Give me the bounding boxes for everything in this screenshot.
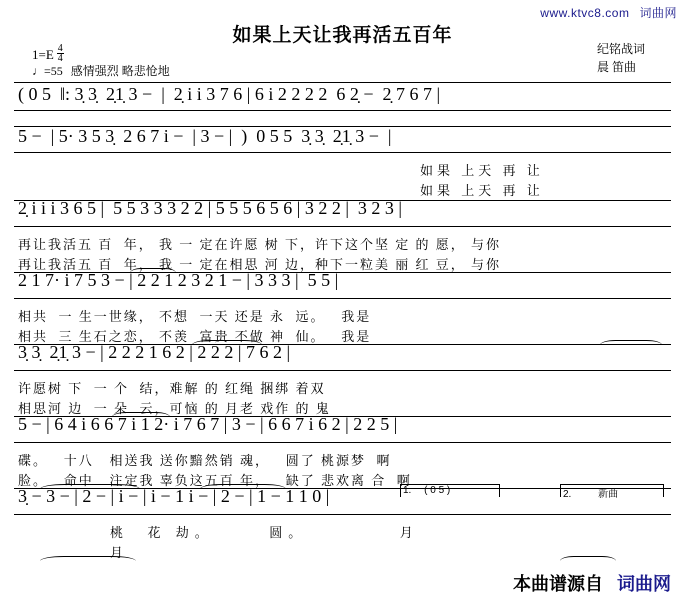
time-signature-top: 4 [57, 43, 63, 54]
lyricist-credit: 纪铭战词 [596, 42, 645, 56]
staff-rule-5-bottom [14, 370, 671, 371]
volta-bracket-1 [400, 484, 500, 497]
tempo-marking: ♩=55 [32, 64, 63, 78]
notes-line-5: 3̣ 3̣ 2̣1̣ 3 − | 2 2 2 1 6 2 | 2 2 2 | 7 6 2 | [18, 342, 291, 362]
lyric-line-2b: 如果 上天 再 让 [420, 183, 544, 198]
lyric-line-6b: 脸。 命中 注定我 辜负这五百 年， 缺了 悲欢离 合 啊 [18, 473, 412, 488]
staff-rule-4-bottom [14, 298, 671, 299]
staff-rule-2-bottom [14, 152, 671, 153]
volta-bracket-2 [560, 484, 664, 500]
lyric-line-4a: 相共 一 生一世缘， 不想 一天 还是 永 远。 我是 [18, 309, 372, 324]
source-footer [513, 570, 671, 596]
credits-block [597, 40, 645, 76]
source-site-name: 词曲网 [617, 574, 671, 594]
composer-credit: 晨 笛曲 [596, 60, 636, 74]
lyric-line-6a: 碟。 十八 相送我 送你黯然销 魂， 圆了 桃源梦 啊 [18, 453, 392, 468]
staff-rule-7-bottom [14, 514, 671, 515]
page-title: 如果上天让我再活五百年 [232, 25, 453, 46]
lyric-line-4b: 相共 三 生石之恋， 不羡 富贵 不做 神 仙。 我是 [18, 329, 372, 344]
lyric-line-2a: 如果 上天 再 让 [420, 163, 544, 178]
lyric-line-3b: 再让我活五 百 年， 我 一 定在相思 河 边，种下一粒美 丽 红 豆， 与你 [18, 257, 502, 272]
time-signature-bottom: 4 [57, 53, 63, 64]
site-name-text: 词曲网 [639, 6, 677, 20]
volta-1-label: 1. [403, 485, 412, 496]
staff-rule-1-bottom [14, 110, 671, 111]
slur-arc-8 [560, 556, 616, 566]
site-url-header [540, 4, 677, 21]
key-signature-text: 1=E [32, 47, 54, 62]
lyric-line-5a: 许愿树 下 一 个 结，难解 的 红绳 捆绑 着双 [18, 381, 326, 396]
staff-rule-1-top [14, 82, 671, 83]
notes-line-7: 3̣ − 3 − | 2 − | i − | i − 1 i − | 2 − | 1 − 1 1 0 | [18, 486, 330, 506]
lyric-line-7a: 桃 花 劫。 圆。 月 [110, 525, 419, 540]
notes-line-6: 5 − | 6 4 i 6 6 7 i 1 2· i 7 6 7 | 3 − | 6 6 7 i 6 2 | 2 2 5 | [18, 414, 398, 434]
staff-rule-6-bottom [14, 442, 671, 443]
slur-arc-7 [40, 556, 136, 566]
time-signature [57, 44, 64, 63]
source-label: 本曲谱源自 [513, 574, 603, 594]
notes-line-1: ( 0 5 ‖: 3̣ 3̣ 2̣1̣ 3 − | 2̣ i i 3 7 6 | 6 i 2 2 2 2 6 2̣ − 2̣ 7 6 7 | [18, 84, 441, 104]
tempo-line [32, 62, 170, 79]
volta-2-label: 2. [563, 489, 572, 500]
lyric-line-7b: 月 [110, 545, 130, 560]
volta-1-pickup: ( 0 5 ) [424, 485, 451, 496]
staff-rule-3-bottom [14, 226, 671, 227]
notes-line-2: 5 − | 5· 3 5 3̣ 2 6 7 i − | 3 − | ) 0 5 5 3̣ 3̣ 2̣1̣ 3 − | [18, 126, 392, 146]
lyric-line-3a: 再让我活五 百 年， 我 一 定在许愿 树 下，许下这个坚 定 的 愿， 与你 [18, 237, 502, 252]
site-url-text: www.ktvc8.com [540, 6, 630, 20]
expression-marking: 感情强烈 略悲怆地 [70, 64, 170, 78]
notes-line-4: 2 1 7· i 7 5 3 − | 2 2 1 2 3 2 1 − | 3 3 3 | 5 5 | [18, 270, 339, 290]
lyric-line-5b: 相思河 边 一 朵 云，可恼 的 月老 戏作 的 鬼 [18, 401, 331, 416]
notes-line-3: 2̣ i i i 3 6 5 | 5 5 3 3 3 2 2 | 5 5 5 6 5 6 | 3 2 2 | 3 2 3 | [18, 198, 403, 218]
volta-2-text: 新曲 [598, 489, 619, 500]
key-signature [32, 44, 64, 63]
